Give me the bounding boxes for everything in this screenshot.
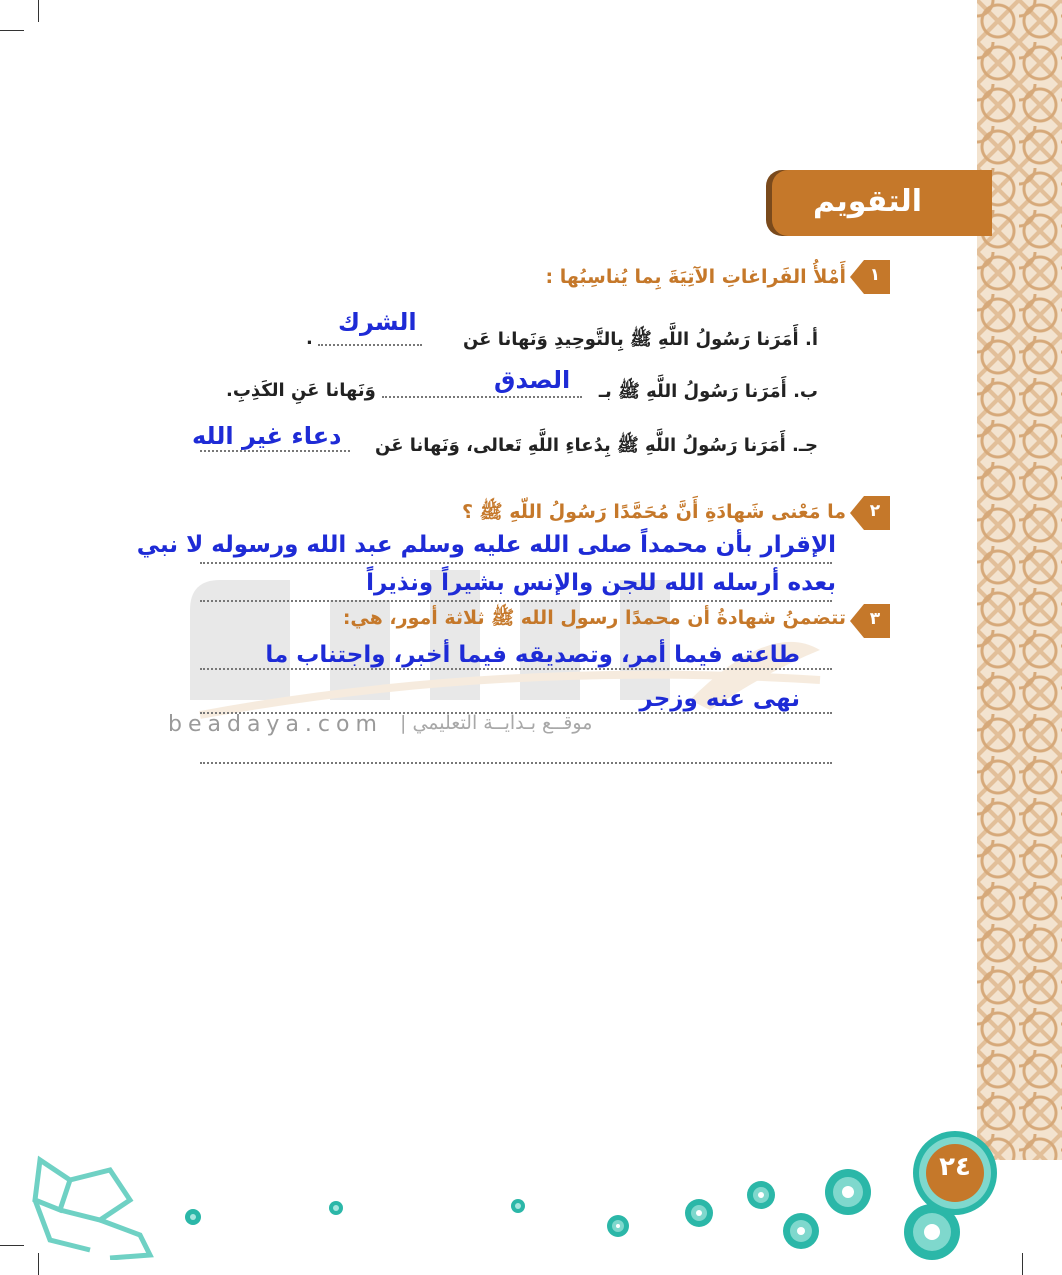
crop-mark — [38, 0, 39, 22]
q1-item-c-blank — [200, 450, 350, 452]
question-1-prompt: أَمْلأُ الفَراغاتِ الآتِيَةَ بِما يُناسِبُها : — [545, 266, 846, 288]
question-3-prompt: تتضمنُ شهادةُ أن محمدًا رسول الله ﷺ ثلاثة أمور، هي: — [342, 607, 846, 629]
q3-answer-2: نهى عنه وزجر — [639, 686, 800, 712]
q1-item-a-blank — [318, 344, 422, 346]
question-1-number: ١ — [869, 265, 881, 285]
flower-decoration — [682, 1196, 716, 1230]
crop-mark — [0, 1245, 24, 1246]
q3-answer-line-1 — [200, 668, 832, 670]
flower-decoration — [744, 1178, 778, 1212]
geometric-corner-decoration — [30, 1150, 170, 1260]
flower-decoration — [822, 1166, 874, 1218]
flower-decoration — [780, 1210, 822, 1252]
q1-item-c-prefix: جـ. أَمَرَنا رَسُولُ اللَّهِ ﷺ بِدُعاءِ اللَّهِ تَعالى، وَنَهانا عَن — [375, 435, 818, 456]
flower-decoration — [508, 1196, 528, 1216]
watermark-arabic: موقــع بـدايــة التعليمي | — [400, 712, 593, 734]
q1-item-c-answer: دعاء غير الله — [192, 422, 342, 450]
watermark-latin: beadaya.com — [168, 712, 383, 737]
q2-answer-2: بعده أرسله الله للجن والإنس بشيراً ونذيراً — [366, 570, 836, 596]
q2-answer-line-2 — [200, 600, 832, 602]
question-2-prompt: ما مَعْنى شَهادَةِ أَنَّ مُحَمَّدًا رَسُولُ اللّهِ ﷺ ؟ — [462, 501, 846, 523]
q2-answer-line-1 — [200, 562, 832, 564]
q3-answer-line-3 — [200, 762, 832, 764]
q1-item-a-prefix: أ. أَمَرَنا رَسُولُ اللَّهِ ﷺ بِالتَّوحِيدِ وَنَهانا عَن — [462, 329, 818, 350]
question-2-number: ٢ — [869, 501, 881, 521]
q2-answer-1: الإقرار بأن محمداً صلى الله عليه وسلم عبد الله ورسوله لا نبي — [136, 532, 836, 558]
page-title: التقويم — [813, 184, 922, 219]
flower-decoration — [182, 1206, 204, 1228]
page-number: ٢٤ — [939, 1152, 971, 1182]
question-3-number: ٣ — [869, 609, 881, 629]
crop-mark — [1022, 1253, 1023, 1275]
q1-item-a-suffix: . — [306, 328, 313, 349]
q1-item-b-suffix: وَنَهانا عَنِ الكَذِبِ. — [226, 380, 376, 401]
flower-decoration — [604, 1212, 632, 1240]
q1-item-b-answer: الصدق — [494, 366, 571, 394]
q1-item-a-answer: الشرك — [338, 308, 417, 336]
q1-item-b-blank — [382, 396, 582, 398]
flower-decoration — [326, 1198, 346, 1218]
q1-item-b-prefix: ب. أَمَرَنا رَسُولُ اللَّهِ ﷺ بـ — [598, 381, 818, 402]
q3-answer-1: طاعته فيما أمر، وتصديقه فيما أخبر، واجتناب ما — [265, 642, 800, 668]
q3-answer-line-2 — [200, 712, 832, 714]
crop-mark — [0, 30, 24, 31]
